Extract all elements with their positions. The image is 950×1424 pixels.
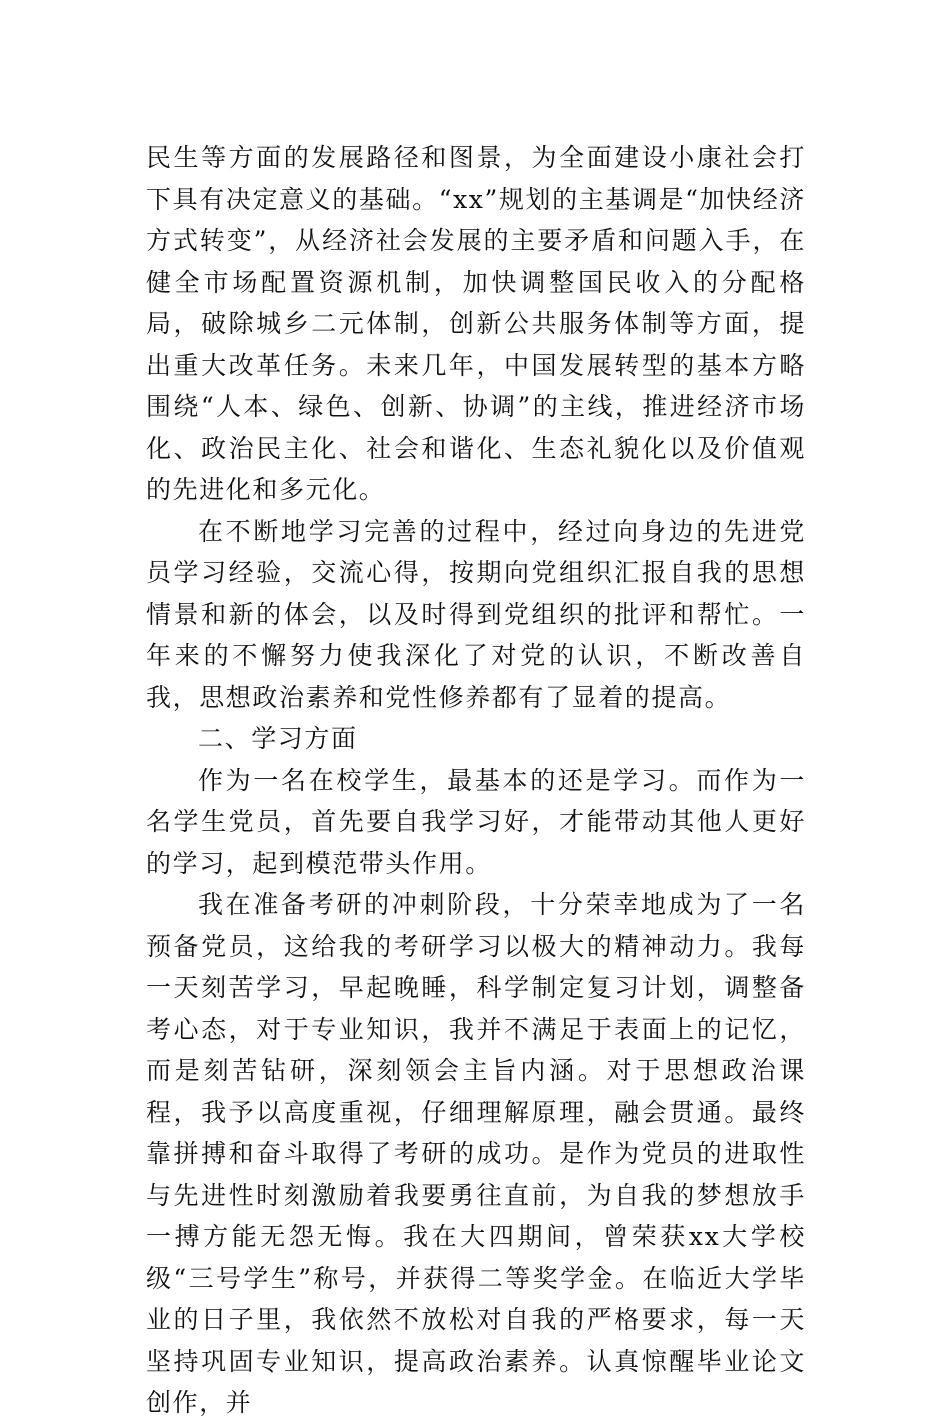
paragraph-student-role: 作为一名在校学生，最基本的还是学习。而作为一名学生党员，首先要自我学习好，才能带动其他人更好的学习，起到模范带头作用。 [146, 765, 806, 878]
paragraph-learning-process: 在不断地学习完善的过程中，经过向身边的先进党员学习经验，交流心得，按期向党组织汇报自我的思想情景和新的体会，以及时得到党组织的批评和帮忙。一年来的不懈努力使我深化了对党的认识，不断改善自我，思想政治素养和党性修养都有了显着的提高。 [146, 516, 806, 712]
document-body [146, 137, 806, 1424]
paragraph-development-path: 民生等方面的发展路径和图景，为全面建设小康社会打下具有决定意义的基础。“xx”规划的主基调是“加快经济方式转变”，从经济社会发展的主要矛盾和问题入手，在健全市场配置资源机制，加快调整国民收入的分配格局，破除城乡二元体制，创新公共服务体制等方面，提出重大改革任务。未来几年，中国发展转型的基本方略围绕“人本、绿色、创新、协调”的主线，推进经济市场化、政治民主化、社会和谐化、生态礼貌化以及价值观的先进化和多元化。 [146, 143, 806, 504]
paragraph-exam-preparation: 我在准备考研的冲刺阶段，十分荣幸地成为了一名预备党员，这给我的考研学习以极大的精神动力。我每一天刻苦学习，早起晚睡，科学制定复习计划，调整备考心态，对于专业知识，我并不满足于表面上的记忆，而是刻苦钻研，深刻领会主旨内涵。对于思想政治课程，我予以高度重视，仔细理解原理，融会贯通。最终靠拼搏和奋斗取得了考研的成功。是作为党员的进取性与先进性时刻激励着我要勇往直前，为自我的梦想放手一搏方能无怨无悔。我在大四期间，曾荣获xx大学校级“三号学生”称号，并获得二等奖学金。在临近大学毕业的日子里，我依然不放松对自我的严格要求，每一天坚持巩固专业知识，提高政治素养。认真惊醒毕业论文创作，并 [146, 890, 806, 1417]
section-heading-study: 二、学习方面 [198, 724, 358, 753]
